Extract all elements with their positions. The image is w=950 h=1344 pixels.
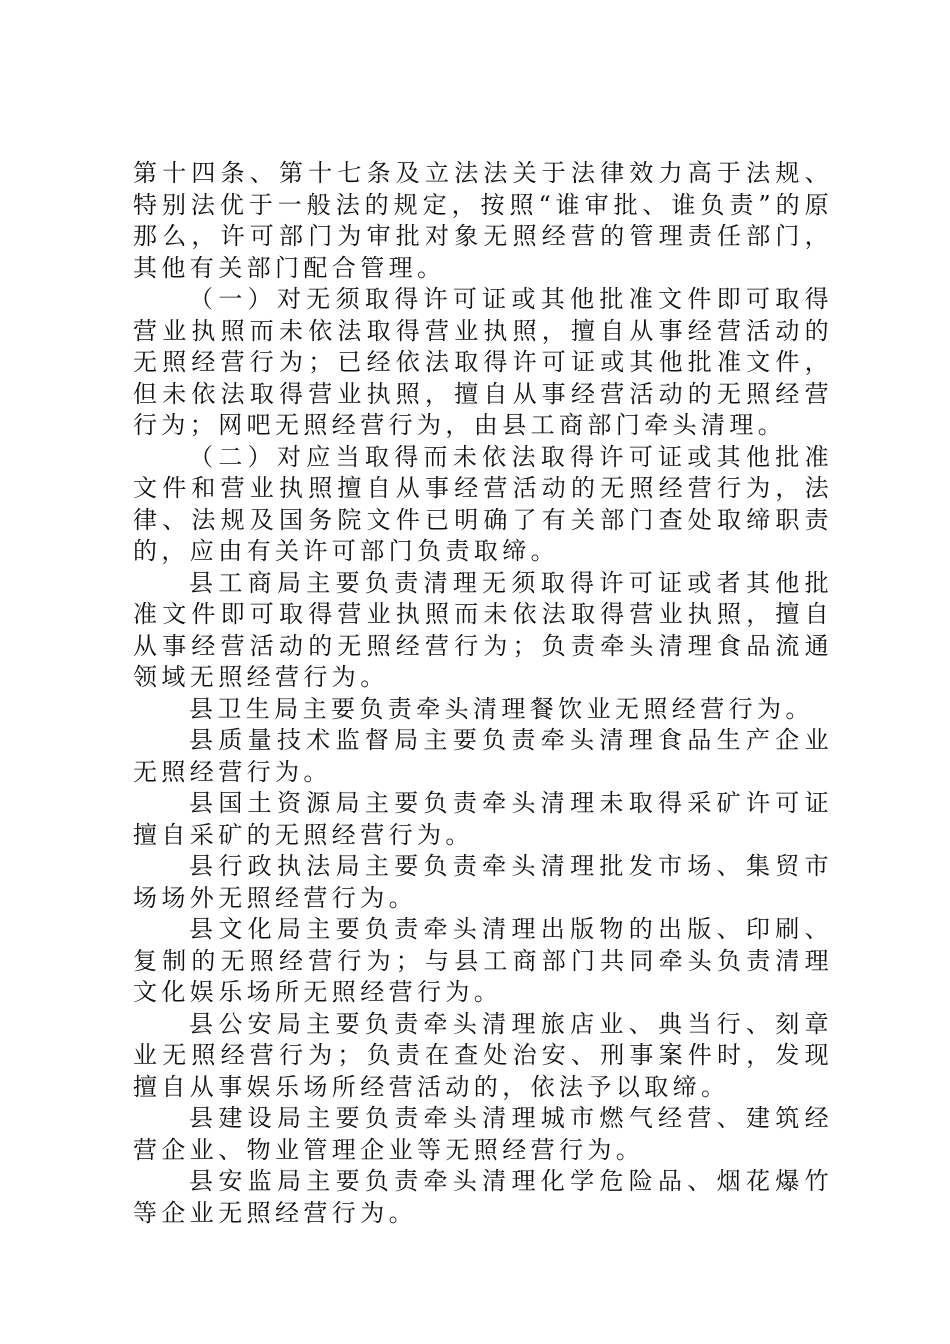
paragraph: 县工商局主要负责清理无须取得许可证或者其他批准文件即可取得营业执照而未依法取得营业执照，擅自从事经营活动的无照经营行为；负责牵头清理食品流通领域无照经营行为。 xyxy=(133,568,833,691)
paragraph: 县行政执法局主要负责牵头清理批发市场、集贸市场场外无照经营行为。 xyxy=(133,852,833,912)
paragraph: 县卫生局主要负责牵头清理餐饮业无照经营行为。 xyxy=(189,694,814,723)
paragraph: 县文化局主要负责牵头清理出版物的出版、印刷、复制的无照经营行为；与县工商部门共同牵头负责清理文化娱乐场所无照经营行为。 xyxy=(133,915,833,1006)
paragraph: 县公安局主要负责牵头清理旅店业、典当行、刻章业无照经营行为；负责在查处治安、刑事案件时，发现擅自从事娱乐场所经营活动的，依法予以取缔。 xyxy=(133,1009,833,1101)
paragraph: （二）对应当取得而未依法取得许可证或其他批准文件和营业执照擅自从事经营活动的无照经营行为，法律、法规及国务院文件已明确了有关部门查处取缔职责的，应由有关许可部门负责取缔。 xyxy=(133,442,833,565)
paragraph: 县质量技术监督局主要负责牵头清理食品生产企业无照经营行为。 xyxy=(133,726,833,786)
document-body xyxy=(133,158,833,1229)
paragraph: （一）对无须取得许可证或其他批准文件即可取得营业执照而未依法取得营业执照，擅自从事经营活动的无照经营行为；已经依法取得许可证或其他批准文件，但未依法取得营业执照，擅自从事经营活动的无照经营行为；网吧无照经营行为，由县工商部门牵头清理。 xyxy=(133,285,833,439)
paragraph: 县安监局主要负责牵头清理化学危险品、烟花爆竹等企业无照经营行为。 xyxy=(133,1167,833,1227)
paragraph: 第十四条、第十七条及立法法关于法律效力高于法规、特别法优于一般法的规定，按照“谁审批、谁负责”的原那么，许可部门为审批对象无照经营的管理责任部门，其他有关部门配合管理。 xyxy=(133,159,833,282)
paragraph: 县国土资源局主要负责牵头清理未取得采矿许可证擅自采矿的无照经营行为。 xyxy=(133,789,833,849)
paragraph: 县建设局主要负责牵头清理城市燃气经营、建筑经营企业、物业管理企业等无照经营行为。 xyxy=(133,1104,833,1164)
